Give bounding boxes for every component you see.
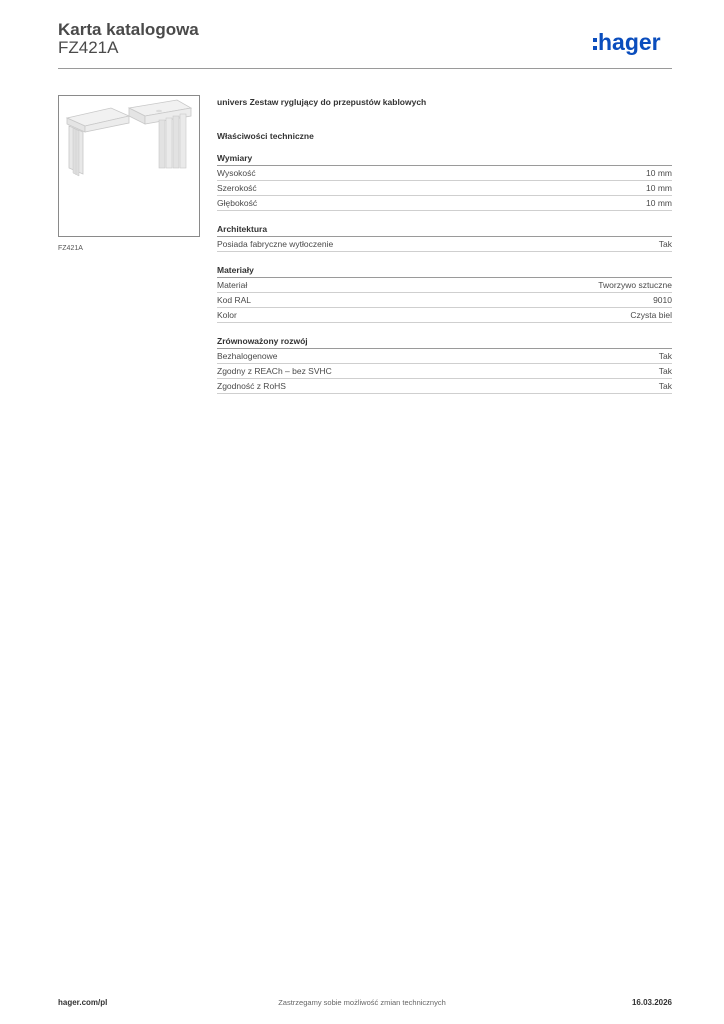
spec-group-dimensions — [217, 152, 672, 211]
product-code: FZ421A — [58, 38, 119, 57]
spec-label: Kolor — [217, 310, 237, 320]
brand-wordmark: hager — [598, 30, 661, 55]
spec-row — [217, 166, 672, 181]
spec-label: Głębokość — [217, 198, 258, 208]
hager-logo — [593, 30, 675, 56]
spec-value: Tak — [658, 366, 672, 376]
footer-disclaimer: Zastrzegamy sobie możliwość zmian technicznych — [278, 998, 446, 1007]
spec-value: 10 mm — [646, 198, 672, 208]
footer-date: 16.03.2026 — [631, 998, 672, 1007]
spec-value: Tak — [658, 381, 672, 391]
spec-value: Czysta biel — [630, 310, 672, 320]
spec-row — [217, 181, 672, 196]
spec-row — [217, 379, 672, 394]
spec-label: Wysokość — [217, 168, 256, 178]
spec-row — [217, 308, 672, 323]
spec-value: 10 mm — [646, 168, 672, 178]
header-divider — [58, 68, 672, 69]
group-title: Zrównoważony rozwój — [217, 335, 672, 349]
technical-properties-heading: Właściwości techniczne — [217, 131, 314, 141]
spec-label: Kod RAL — [217, 295, 252, 305]
spec-label: Zgodność z RoHS — [217, 381, 286, 391]
spec-group-architecture — [217, 223, 672, 252]
spec-label: Szerokość — [217, 183, 257, 193]
spec-row — [217, 278, 672, 293]
spec-row — [217, 293, 672, 308]
product-title: univers Zestaw ryglujący do przepustów kablowych — [217, 97, 427, 107]
spec-content — [217, 96, 672, 394]
spec-label: Bezhalogenowe — [217, 351, 278, 361]
spec-row — [217, 196, 672, 211]
spec-row — [217, 364, 672, 379]
spec-label: Materiał — [217, 280, 248, 290]
product-image — [58, 95, 200, 237]
spec-group-sustainability — [217, 335, 672, 394]
spec-group-materials — [217, 264, 672, 323]
spec-value: 9010 — [653, 295, 672, 305]
document-title: Karta katalogowa — [58, 20, 199, 39]
spec-value: Tak — [658, 239, 672, 249]
image-caption: FZ421A — [58, 245, 83, 252]
spec-label: Zgodny z REACh – bez SVHC — [217, 366, 332, 376]
spec-value: Tak — [658, 351, 672, 361]
group-title: Architektura — [217, 223, 672, 237]
group-title: Wymiary — [217, 152, 672, 166]
spec-value: 10 mm — [646, 183, 672, 193]
footer-website-link[interactable]: hager.com/pl — [58, 998, 108, 1007]
spec-value: Tworzywo sztuczne — [598, 280, 672, 290]
spec-label: Posiada fabryczne wytłoczenie — [217, 239, 334, 249]
group-title: Materiały — [217, 264, 672, 278]
product-illustration — [59, 96, 199, 236]
spec-row — [217, 237, 672, 252]
spec-row — [217, 349, 672, 364]
